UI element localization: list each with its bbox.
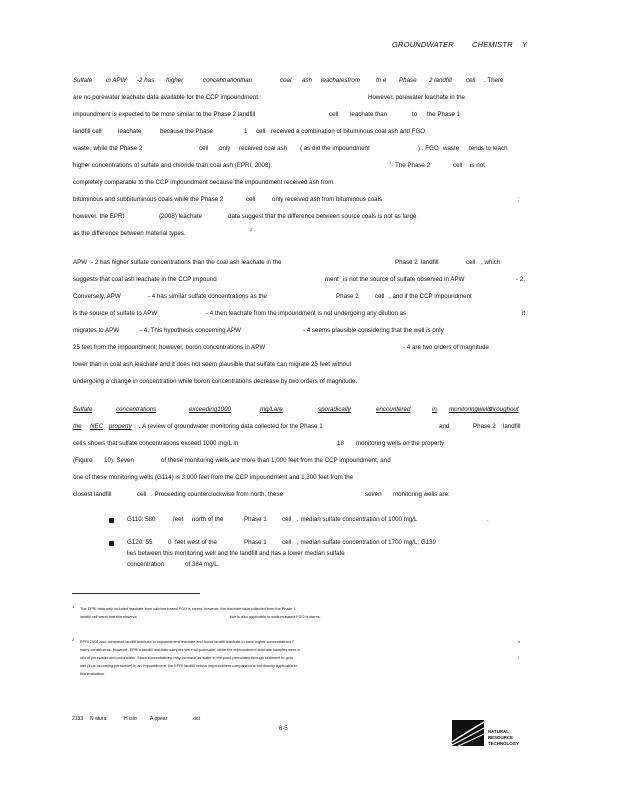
p2-w: undergoing a change in concentration while boron concentrations decrease by two orders of magnitude. bbox=[73, 378, 358, 385]
p1-w: leachatesfrom bbox=[321, 77, 360, 84]
p3-w: landfill bbox=[503, 423, 521, 430]
logo-line-1: NATURAL bbox=[488, 729, 509, 734]
b2-w: concentration bbox=[127, 561, 165, 568]
p1-w: However, porewater leachate in the bbox=[368, 94, 465, 101]
p2-w: APW bbox=[73, 259, 88, 266]
p2-w: cell bbox=[466, 259, 476, 266]
footer-ref-part: H isto bbox=[124, 716, 137, 722]
b1-w: G110: 580 bbox=[127, 516, 156, 523]
p1-w: data suggest that the difference between source coals is not as large bbox=[228, 213, 417, 220]
p1-w: because the Phase bbox=[160, 128, 213, 135]
p1-w: waste bbox=[73, 145, 90, 152]
p3-w: the bbox=[73, 423, 82, 430]
p1-w: waste bbox=[443, 145, 460, 152]
p2-w: landfill bbox=[421, 259, 439, 266]
footer-ref-part: N atura bbox=[90, 716, 107, 722]
p2-w: migrates to APW bbox=[73, 327, 120, 334]
p3-w: cell bbox=[73, 440, 83, 447]
b2-w: Phase 1 bbox=[244, 539, 267, 546]
p1-w: the Phase 1 bbox=[427, 111, 461, 118]
bullet-marker bbox=[109, 541, 114, 546]
p3-w: s shows that sulfate concentrations exceed 1000 mg/L in bbox=[83, 440, 239, 447]
p3-w: throughout bbox=[489, 406, 519, 413]
p1-w: Sulfate bbox=[73, 77, 93, 84]
p3-w: Phase 2 bbox=[473, 423, 496, 430]
b2-w: cell bbox=[282, 539, 292, 546]
p1-w: in APW bbox=[106, 77, 127, 84]
fn1-marker: 1 bbox=[72, 605, 75, 609]
running-header-chemistr: CHEMISTR bbox=[472, 40, 513, 49]
p2-w: - 4. This hypothesis concerning APW bbox=[140, 327, 241, 334]
bullet-marker bbox=[109, 518, 114, 523]
p3-w: concentrations bbox=[116, 406, 157, 413]
p2-w: - 4 are two orders of magnitude bbox=[403, 344, 489, 351]
b2-w: feet west of the bbox=[175, 539, 217, 546]
p1-w: landfill cell bbox=[73, 128, 102, 135]
p2-w: , which bbox=[481, 259, 501, 266]
b1-w: north of the bbox=[192, 516, 224, 523]
p1-w: impoundment is expected to be more similar to the Phase 2 landfill bbox=[73, 111, 256, 118]
p1-w: higher bbox=[166, 77, 184, 84]
p3-w: in bbox=[432, 406, 437, 413]
b2-w: lies between this monitoring well and the landfill and has a lower median sulfate bbox=[127, 550, 345, 557]
p3-w: g wells on the property bbox=[382, 440, 445, 447]
p2-w: - 4 then leachate from the impoundment is not undergoing any dilution as bbox=[206, 310, 407, 317]
p3-w: . A review of groundwater monitoring data collected for the Phase 1 bbox=[139, 423, 323, 430]
logo-line-3: TECHNOLOGY bbox=[488, 741, 519, 746]
p3-w: sporadically bbox=[318, 406, 351, 413]
p2-w: , and if the CCP impoundment bbox=[389, 293, 472, 300]
p3-w: of these monitoring wells are more than 1,000 feet from the CCP impoundment, and bbox=[161, 457, 391, 464]
p3-w: monitorin bbox=[356, 440, 382, 447]
p1-w: only received ash from bituminous coals bbox=[272, 196, 383, 203]
p1-w: 2 landfill bbox=[429, 77, 452, 84]
p1-w: . There bbox=[484, 77, 504, 84]
p1-w: coal bbox=[280, 77, 292, 84]
p1-w: 1 bbox=[389, 160, 392, 165]
p1-w: completely comparable to the CCP impoundment because the impoundment received ash from bbox=[73, 179, 334, 186]
p3-w: 10). Seven bbox=[104, 457, 134, 464]
p1-w: cell bbox=[329, 111, 339, 118]
p1-w: ash bbox=[302, 77, 312, 84]
p2-w: - 4 has similar sulfate concentrations as the bbox=[148, 293, 267, 300]
p1-w: cell bbox=[466, 77, 476, 84]
p3-w: monitoringwells bbox=[449, 406, 492, 413]
p3-w: monitoring wells are: bbox=[393, 491, 450, 498]
p1-w: as the difference between material types. bbox=[73, 230, 186, 237]
b1-w: Phase 1 bbox=[244, 516, 267, 523]
fn2-text: i bbox=[518, 656, 519, 660]
b2-w: 0 bbox=[168, 539, 172, 546]
p3-w: NEC bbox=[90, 423, 104, 430]
p1-w: cell bbox=[199, 145, 209, 152]
p2-w: suggests that coal ash leachate in the CCP impound bbox=[73, 276, 217, 283]
p3-w: 18 bbox=[337, 440, 344, 447]
p1-w: The Phase 2 bbox=[395, 162, 431, 169]
p3-w: cell bbox=[137, 491, 147, 498]
p1-w: (2008) leachate bbox=[159, 213, 202, 220]
fn2-text: o bbox=[518, 640, 521, 644]
p3-w: seven bbox=[365, 491, 382, 498]
p1-w: to bbox=[412, 111, 418, 118]
fn1-text: landfill cell wentt that this observa bbox=[80, 615, 137, 619]
p2-w: it bbox=[522, 310, 526, 317]
p1-w: is not bbox=[470, 162, 485, 169]
logo-line-2: RESOURCE bbox=[488, 735, 513, 740]
running-header-groundwater: GROUNDWATER bbox=[392, 40, 454, 49]
p1-w: received coal ash bbox=[239, 145, 288, 152]
p3-w: one of these monitoring wells (G114) is 3,000 feet from the CCP impoundment and 1,300 feet from the bbox=[73, 474, 354, 481]
fn2-marker: 2 bbox=[72, 638, 75, 642]
fn2-text: EPRI 2008 also compared landfill leachate to impoundment leachate and found landfill leachate to have higher concentrations f bbox=[80, 640, 294, 644]
p2-w: ment bbox=[325, 276, 339, 283]
p2-w: Conversely, APW bbox=[73, 293, 121, 300]
p1-w: concentrationthan bbox=[203, 77, 253, 84]
p2-w: - 2. bbox=[516, 276, 525, 283]
p1-w: are no porewater leachate data available for the CCP impoundment. bbox=[73, 94, 260, 101]
p3-w: and bbox=[439, 423, 450, 430]
p2-w: - 2 has higher sulfate concentrations than the coal ash leachate in the bbox=[91, 259, 282, 266]
p3-w: (Figure bbox=[73, 457, 93, 464]
p1-w: Phase bbox=[399, 77, 417, 84]
p3-w: encountered bbox=[376, 406, 411, 413]
p1-w: cell bbox=[246, 196, 256, 203]
footnote-rule bbox=[72, 593, 200, 594]
p1-w: -2 has bbox=[137, 77, 155, 84]
footer-ref-part: .ocr bbox=[192, 716, 201, 722]
b1-w: feet bbox=[173, 516, 184, 523]
p1-w: bituminous and subbituminous coals while the Phase 2 bbox=[73, 196, 224, 203]
p1-w: th e bbox=[376, 77, 387, 84]
b2-w: , median sulfate concentration of 1700 mg/L; G139 bbox=[297, 539, 436, 546]
p3-w: property bbox=[109, 423, 132, 430]
p3-w: . Proceeding counterclockwise from north, these bbox=[151, 491, 284, 498]
p3-w: closest landfill bbox=[73, 491, 112, 498]
p1-w: however, the EPRI bbox=[73, 213, 125, 220]
p2-w: is the source of sulfate to APW bbox=[73, 310, 158, 317]
fn1-text: The EPRI data only included leachate from calcium-based FGO is sterns; however, the leachate data collected from the Phase 1 bbox=[80, 607, 296, 611]
p1-w: cell bbox=[256, 128, 266, 135]
p1-w: ( as did the impoundment bbox=[300, 145, 370, 152]
p2-w: 25 feet from the impoundment; however, boron concentrations in APW bbox=[73, 344, 266, 351]
fn2-text: ash (thus becoming porewater) in an impoundment, the EPRI landfill versus impoundment comparison is not directly applicable to bbox=[80, 664, 298, 668]
p1-w: ) . FGO bbox=[418, 145, 439, 152]
p1-w: cell bbox=[453, 162, 463, 169]
p2-w: Phase 2 bbox=[336, 293, 359, 300]
p2-w: Phase 2 bbox=[395, 259, 418, 266]
b1-w: , median sulfate concentration of 1000 mg/L bbox=[297, 516, 418, 523]
footer-ref-part: 2133 bbox=[72, 716, 84, 722]
footer-ref-part: A ppear bbox=[150, 716, 168, 722]
p3-w: mg/Lare bbox=[260, 406, 283, 413]
p2-w: cell bbox=[375, 293, 385, 300]
p2-w: is not the source of sulfate observed in APW bbox=[343, 276, 465, 283]
p1-w: leachate than bbox=[350, 111, 388, 118]
logo-mark-icon bbox=[452, 720, 484, 746]
b1-w: cell bbox=[282, 516, 292, 523]
fn2-text: this evaluation. bbox=[80, 672, 106, 676]
p1-w: higher concentrations of sulfate and chloride than coal ash (EPRI, 2008). bbox=[73, 162, 273, 169]
p3-w: exceeding1000 bbox=[189, 406, 231, 413]
page-number: 6-5 bbox=[279, 726, 288, 732]
p1-w: only bbox=[219, 145, 231, 152]
p1-w: , while the Phase 2 bbox=[90, 145, 143, 152]
b2-w: G120: 55 bbox=[127, 539, 153, 546]
p1-w: ; bbox=[518, 196, 520, 203]
fn2-text: many constituents. However, EPRI's landfill leachate samples were all porewater, while the impoundment leachate samples were a bbox=[80, 648, 300, 652]
p1-w: 1 bbox=[244, 128, 248, 135]
p2-w: - 4 seems plausible considering that the well is only bbox=[303, 327, 444, 334]
p1-w: received a combination of bituminous coal ash and FGO bbox=[271, 128, 426, 135]
b1-w: . bbox=[487, 516, 489, 523]
p1-w: 2 bbox=[250, 227, 253, 232]
fn2-text: mix of porewater and pond water. Since concentrations may increase as water in the pond percolates through sediment to grou bbox=[80, 656, 294, 660]
p1-w: leachate bbox=[118, 128, 142, 135]
running-header-suffix: Y bbox=[522, 40, 528, 49]
p2-w: lower than in coal ash leachate and it does not seem plausible that sulfate can migrate 25 feet without bbox=[73, 361, 352, 368]
b2-w: of 384 mg/L. bbox=[185, 561, 220, 568]
p1-w: tends to leach bbox=[469, 145, 508, 152]
fn1-text: tion is also applicable to sodium-based FGO is sterns. bbox=[230, 615, 321, 619]
p3-w: Sulfate bbox=[73, 406, 93, 413]
